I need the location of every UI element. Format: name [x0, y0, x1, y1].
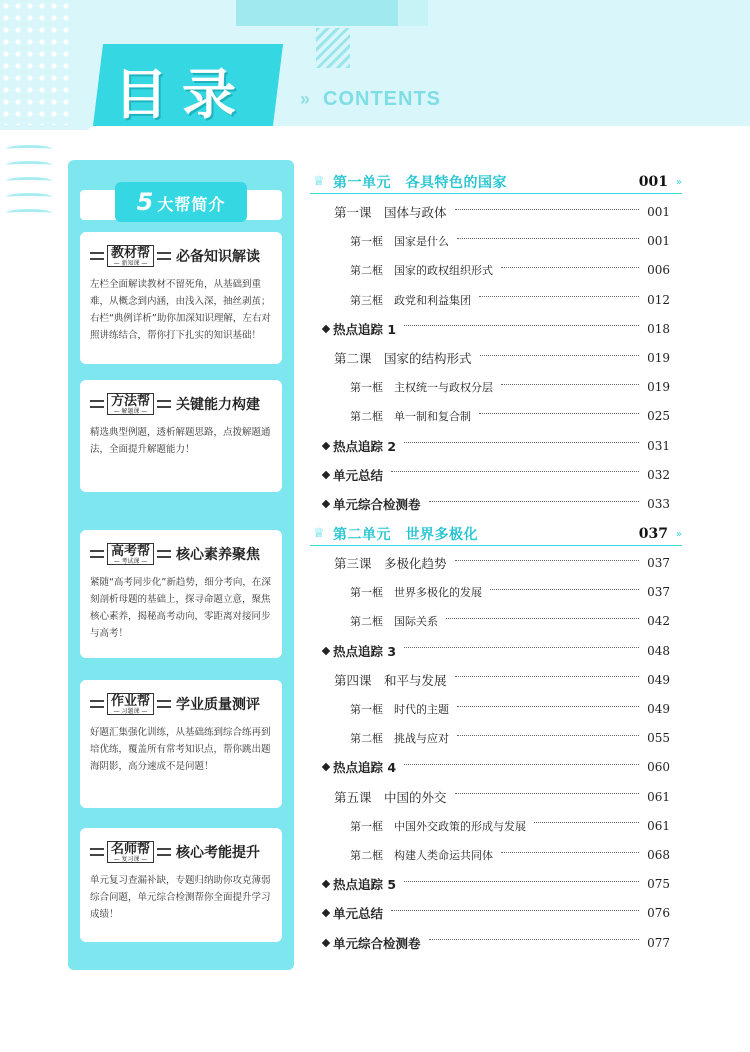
lines-icon — [90, 400, 104, 408]
toc-entry[interactable] — [310, 611, 670, 631]
dot-leader — [490, 589, 639, 590]
card-badge-sub: — 新知课 — — [113, 260, 148, 267]
toc-entry-page: 048 — [647, 643, 670, 658]
toc-entry-text: 第二框 挑战与应对 — [350, 732, 449, 746]
intro-card — [80, 530, 282, 658]
dot-leader — [501, 384, 639, 385]
toc-entry-text: 第一框 国家是什么 — [350, 235, 449, 249]
toc-entry-text: 单元综合检测卷 — [333, 935, 421, 951]
toc-entry-page: 033 — [647, 497, 670, 511]
toc-entry-page: 055 — [647, 731, 670, 746]
chevron-right-icon: » — [675, 528, 682, 540]
toc-entry-page: 061 — [647, 818, 670, 833]
toc-entry-page: 019 — [647, 380, 670, 395]
toc-entry-label — [310, 262, 493, 278]
dot-leader — [404, 764, 639, 765]
toc-entry[interactable] — [310, 670, 670, 690]
toc-entry-page: 018 — [647, 321, 670, 336]
toc-entry-page: 060 — [647, 760, 670, 775]
toc-entry[interactable] — [310, 494, 670, 514]
card-description: 好题汇集强化训练，从基础练到综合练再到培优练，覆盖所有常考知识点，帮你跳出题海阴影，高分速成不是问题！ — [90, 727, 271, 772]
bullet-icon — [322, 880, 330, 888]
toc-entry-label — [310, 875, 396, 893]
card-header — [90, 838, 272, 866]
lines-icon — [90, 848, 104, 856]
unit-title: 第一单元 各具特色的国家 — [333, 175, 507, 191]
toc-entry-text: 第四课 和平与发展 — [334, 672, 447, 688]
dot-leader — [479, 296, 639, 297]
toc-entry[interactable] — [310, 816, 670, 836]
card-badge-sub: — 解题课 — — [113, 408, 148, 415]
toc-entry-page: 061 — [647, 789, 670, 804]
toc-entry[interactable] — [310, 260, 670, 280]
toc-entry-label — [310, 904, 383, 922]
toc-entry-label — [310, 584, 482, 600]
bullet-icon — [322, 646, 330, 654]
toc-entry[interactable] — [310, 903, 670, 923]
card-header — [90, 242, 272, 270]
dot-leader — [455, 560, 640, 561]
toc-entry-text: 第二框 构建人类命运共同体 — [350, 849, 493, 862]
dot-leader — [446, 618, 639, 619]
bullet-icon — [322, 500, 330, 508]
dot-leader — [429, 501, 640, 502]
toc-entry-page: 019 — [647, 351, 670, 365]
decor-block — [398, 0, 428, 26]
toc-entry-label — [310, 671, 447, 689]
unit-underline — [310, 193, 682, 194]
chevrons-icon: » — [300, 89, 312, 109]
unit-underline — [310, 545, 682, 546]
unit-heading[interactable] — [310, 522, 682, 546]
toc-entry-label — [310, 758, 396, 776]
unit-icon: ♕ — [313, 174, 325, 189]
toc-entry-page: 001 — [647, 205, 670, 219]
toc-entry-label — [310, 292, 471, 308]
toc-entry-text: 第一框 世界多极化的发展 — [350, 586, 482, 600]
dot-leader — [501, 267, 639, 268]
dot-leader — [455, 793, 640, 794]
toc-entry-page: 037 — [647, 556, 670, 570]
unit-icon: ♕ — [313, 526, 325, 541]
contents-label: CONTENTS — [323, 88, 442, 110]
toc-entry[interactable] — [310, 202, 670, 222]
dot-leader — [534, 822, 639, 823]
toc-entry-text: 热点追踪 1 — [333, 321, 397, 337]
toc-entry[interactable] — [310, 377, 670, 397]
card-badge-label: 名师帮 — [111, 842, 151, 857]
toc-entry-text: 第三课 多极化趋势 — [334, 556, 447, 571]
card-title: 关键能力构建 — [176, 397, 261, 413]
dot-leader — [404, 325, 639, 326]
dot-pattern — [0, 0, 72, 125]
dot-leader — [457, 735, 639, 736]
toc-entry-text: 第二框 国家的政权组织形式 — [350, 264, 493, 278]
toc-entry-label — [310, 320, 396, 338]
lines-icon — [90, 550, 104, 558]
dot-leader — [455, 676, 640, 677]
card-badge-label: 方法帮 — [111, 394, 151, 409]
unit-title: 第二单元 世界多极化 — [333, 527, 478, 543]
dot-leader — [404, 442, 639, 443]
intro-card — [80, 828, 282, 942]
bullet-icon — [322, 325, 330, 333]
card-title: 核心素养聚焦 — [176, 547, 261, 563]
card-badge-label: 作业帮 — [111, 694, 151, 709]
card-badge — [107, 841, 154, 863]
toc-entry-page: 012 — [647, 292, 670, 307]
toc-entry[interactable] — [310, 874, 670, 894]
toc-entry-text: 第二框 单一制和复合制 — [350, 410, 471, 424]
toc-entry-page: 077 — [647, 935, 670, 950]
toc-entry-text: 第二框 国际关系 — [350, 615, 438, 629]
toc-entry[interactable] — [310, 699, 670, 719]
toc-entry-page: 001 — [647, 234, 670, 249]
toc-entry-label — [310, 642, 396, 660]
toc-entry[interactable] — [310, 641, 670, 661]
toc-entry-page: 068 — [647, 848, 670, 862]
toc-entry-label — [310, 934, 421, 952]
card-badge-sub: — 复习课 — — [113, 856, 148, 863]
decor-block — [236, 0, 414, 26]
toc-entry-page: 075 — [647, 877, 670, 892]
card-description: 左栏全面解读教材不留死角，从基础到重难，从概念到内涵，由浅入深，抽丝剥茧；右栏“典例详析”助你加深知识理解，左右对照讲练结合，帮你打下扎实的知识基础！ — [90, 279, 271, 341]
toc-entry-label — [310, 437, 396, 455]
card-header — [90, 390, 272, 418]
toc-entry-page: 042 — [647, 614, 670, 629]
card-badge-label: 高考帮 — [111, 544, 151, 559]
bullet-icon — [322, 763, 330, 771]
lines-icon — [90, 252, 104, 260]
dot-leader — [457, 238, 639, 239]
bullet-icon — [322, 471, 330, 479]
lines-icon — [157, 550, 171, 558]
toc-entry-label — [310, 203, 447, 221]
lines-icon — [157, 400, 171, 408]
dot-leader — [404, 647, 639, 648]
toc-entry-text: 第一框 主权统一与政权分层 — [350, 381, 493, 395]
dot-leader — [429, 939, 640, 940]
lines-icon — [157, 700, 171, 708]
toc-entry[interactable] — [310, 348, 670, 368]
page-title: 目录 — [114, 63, 250, 126]
toc-entry-label — [310, 701, 449, 717]
toc-entry-text: 热点追踪 3 — [333, 643, 397, 659]
wave-pattern — [0, 125, 60, 525]
intro-card — [80, 232, 282, 364]
toc-entry[interactable] — [310, 933, 670, 953]
toc-entry-text: 第二课 国家的结构形式 — [334, 351, 472, 366]
card-description: 精选典型例题，透析解题思路，点拨解题通法，全面提升解题能力！ — [90, 427, 271, 455]
card-title: 核心考能提升 — [176, 845, 261, 861]
toc-entry[interactable] — [310, 845, 670, 865]
dot-leader — [457, 706, 639, 707]
bullet-icon — [322, 909, 330, 917]
dot-leader — [455, 209, 640, 210]
card-header — [90, 540, 272, 568]
lines-icon — [157, 252, 171, 260]
sidebar-title-text: 大帮简介 — [157, 195, 226, 214]
dot-leader — [501, 852, 639, 853]
bullet-icon — [322, 441, 330, 449]
lines-icon — [157, 848, 171, 856]
toc-entry-text: 第三框 政党和利益集团 — [350, 293, 471, 307]
toc-entry-text: 单元总结 — [333, 467, 384, 483]
toc-entry-page: 049 — [647, 672, 670, 687]
card-badge-sub: — 考试课 — — [113, 558, 148, 565]
toc-entry[interactable] — [310, 290, 670, 310]
toc-entry-page: 037 — [647, 585, 670, 600]
unit-page: 001 — [638, 174, 668, 190]
toc-entry[interactable] — [310, 728, 670, 748]
toc-entry-text: 热点追踪 5 — [333, 877, 397, 893]
dot-leader — [480, 355, 640, 356]
toc-entry-page: 049 — [647, 702, 670, 716]
toc-entry[interactable] — [310, 465, 670, 485]
intro-card — [80, 380, 282, 492]
card-description: 紧随“高考同步化”新趋势，细分考向，在深刻剖析母题的基础上，探寻命题立意，聚焦核心素养，揭秘高考动向，零距离对接同步与高考！ — [90, 577, 271, 639]
card-badge-label: 教材帮 — [111, 246, 151, 261]
toc-entry[interactable] — [310, 406, 670, 426]
unit-heading[interactable] — [310, 170, 682, 194]
toc-entry-text: 单元综合检测卷 — [333, 497, 421, 512]
lines-icon — [90, 700, 104, 708]
card-badge — [107, 245, 154, 267]
toc-entry-label — [310, 349, 472, 367]
toc-entry[interactable] — [310, 582, 670, 602]
dot-leader — [391, 471, 639, 472]
toc-entry[interactable] — [310, 436, 670, 456]
card-badge — [107, 543, 154, 565]
dot-leader — [479, 413, 639, 414]
toc-entry-text: 单元总结 — [333, 906, 384, 922]
card-title: 必备知识解读 — [176, 249, 261, 265]
card-header — [90, 690, 272, 718]
stripe-decor — [316, 28, 350, 68]
dot-leader — [391, 910, 639, 911]
toc-entry-label — [310, 554, 447, 572]
card-title: 学业质量测评 — [176, 697, 261, 713]
toc-entry[interactable] — [310, 757, 670, 777]
toc-entry-label — [310, 466, 383, 484]
card-badge-sub: — 习题课 — — [113, 708, 148, 715]
toc-entry-page: 032 — [647, 467, 670, 482]
toc-entry-label — [310, 818, 526, 834]
toc-entry[interactable] — [310, 787, 670, 807]
card-badge — [107, 393, 154, 415]
toc-entry-text: 热点追踪 2 — [333, 438, 397, 454]
toc-entry-label — [310, 730, 449, 746]
toc-entry-label — [310, 408, 471, 424]
bullet-icon — [322, 938, 330, 946]
toc-entry-page: 025 — [647, 409, 670, 424]
sidebar-title — [115, 182, 247, 222]
toc-entry-label — [310, 495, 421, 513]
toc-entry-page: 076 — [647, 906, 670, 921]
toc-entry-label — [310, 788, 447, 806]
card-description: 单元复习查漏补缺，专题归纳助你攻克薄弱综合问题，单元综合检测帮你全面提升学习成绩！ — [90, 875, 271, 920]
toc-entry-text: 第一课 国体与政体 — [334, 205, 447, 220]
card-badge — [107, 693, 154, 715]
toc-entry-label — [310, 379, 493, 395]
intro-card — [80, 680, 282, 808]
toc-entry-text: 第一框 时代的主题 — [350, 703, 449, 716]
unit-page: 037 — [638, 526, 668, 542]
toc-entry-page: 031 — [647, 438, 670, 453]
toc-entry[interactable] — [310, 231, 670, 251]
toc-entry-page: 006 — [647, 263, 670, 278]
toc-entry[interactable] — [310, 553, 670, 573]
sidebar-count: 5 — [136, 188, 155, 216]
sidebar — [68, 160, 294, 970]
toc-entry-text: 热点追踪 4 — [333, 760, 397, 776]
toc-entry-text: 第一框 中国外交政策的形成与发展 — [350, 819, 526, 833]
toc-entry-label — [310, 847, 493, 863]
contents-heading — [300, 88, 441, 111]
toc-entry[interactable] — [310, 319, 670, 339]
chevron-right-icon: » — [675, 176, 682, 188]
toc-entry-label — [310, 233, 449, 249]
toc-entry-label — [310, 613, 438, 629]
dot-leader — [404, 881, 639, 882]
toc-entry-text: 第五课 中国的外交 — [334, 789, 447, 805]
